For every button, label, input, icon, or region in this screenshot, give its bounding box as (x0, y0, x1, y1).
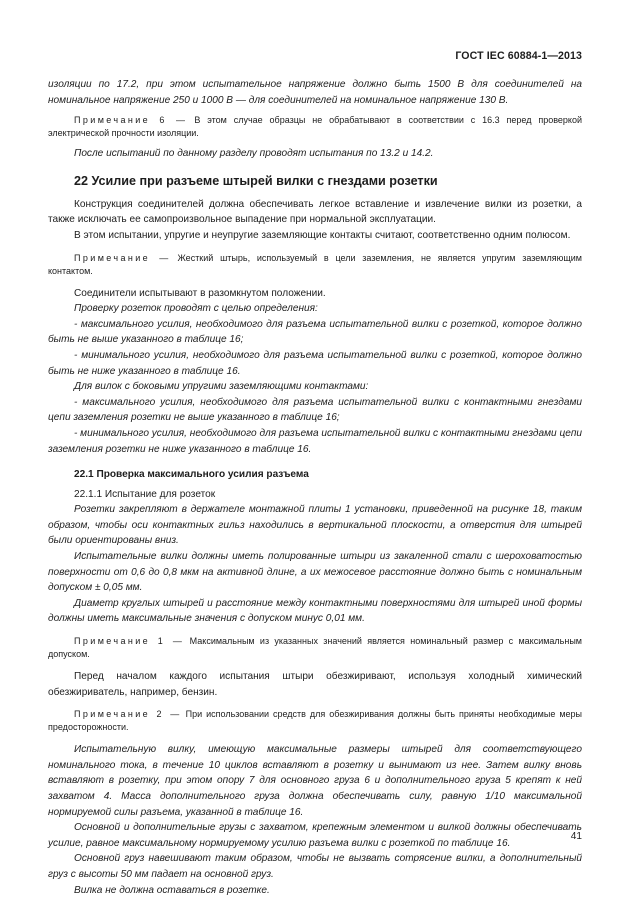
paragraph-open-position: Соединители испытывают в разомкнутом положении. (74, 287, 326, 299)
paragraph-contacts-pole: В этом испытании, упругие и неупругие заземляющие контакты считают, соответственно одним полюсом. (74, 229, 571, 241)
paragraph-plug-result: Вилка не должна оставаться в розетке. (74, 884, 270, 896)
paragraph-test-plugs: Испытательные вилки должны иметь полированные штыри из закаленной стали с шероховатостью поверхности от 0,6 до 0,8 мкм на активной длине, а их межосевое расстояние должно быть с номинальным допуском ± 0,05 мм. (48, 551, 582, 594)
paragraph-degreasing: Перед началом каждого испытания штыри обезжиривают, используя холодный химический обезжириватель, например, бензин. (48, 671, 582, 698)
note-2-text: При использовании средств для обезжиривания должны быть приняты необходимые меры предосторожности. (48, 709, 582, 733)
note-2-label: Примечание 2 — (74, 709, 182, 720)
section-22-1-heading: 22.1 Проверка максимального усилия разъема (74, 469, 309, 481)
note-6-text: В этом случае образцы не обрабатывают в соответствии с 16.3 перед проверкой электрической прочности изоляции. (48, 115, 582, 139)
list-item-min-earth-force: - минимального усилия, необходимого для разъема испытательной вилки с контактными гнездами цепи заземления розетки не ниже указанного в таблице 16. (48, 427, 582, 455)
paragraph-after-tests: После испытаний по данному разделу проводят испытания по 13.2 и 14.2. (74, 148, 434, 160)
standard-header: ГОСТ IEC 60884-1—2013 (455, 50, 582, 62)
note-rigid-pin-text: Жесткий штырь, используемый в цели заземления, не является упругим заземляющим контактом. (48, 252, 582, 276)
paragraph-pin-diameter: Диаметр круглых штырей и расстояние между контактными поверхностями для штырей иной формы должны иметь максимальные значения с допуском минус 0,01 мм. (48, 597, 582, 625)
list-item-max-force: - максимального усилия, необходимого для разъема испытательной вилки с розеткой, которое должно быть не выше указанного в таблице 16; (48, 318, 582, 346)
note-rigid-pin (48, 252, 582, 278)
note-1-label: Примечание 1 — (74, 636, 185, 647)
section-22-1-1-heading: 22.1.1 Испытание для розеток (74, 488, 216, 500)
paragraph-side-contacts: Для вилок с боковыми упругими заземляющими контактами: (74, 381, 369, 393)
paragraph-construction: Конструкция соединителей должна обеспечивать легкое вставление и извлечение вилки из розетки, а также исключать ее самопроизвольное выпадение при нормальной эксплуатации. (48, 198, 582, 226)
paragraph-insulation-test: изоляции по 17.2, при этом испытательное напряжение должно быть 1500 В для соединителей на номинальное напряжение 250 и 1000 В — для соединителей на номинальное напряжение 130 В. (48, 79, 582, 106)
note-1 (48, 635, 582, 661)
paragraph-test-procedure: Испытательную вилку, имеющую максимальные размеры штырей для соответствующего номинального тока, в течение 10 циклов вставляют в розетку и вынимают из нее. Затем вилку вновь вставляют в розетку, при этом опору 7 для основного груза 6 и дополнительного груза 5 крепят к ней захватом 4. Масса дополнительного груза должна обеспечивать силу, равную 1/10 максимальной нормируемой силы разъема, указанной в таблице 16. (48, 744, 582, 818)
note-2 (48, 708, 582, 734)
note-label: Примечание — (74, 252, 171, 263)
note-6-label: Примечание 6 — (74, 115, 188, 126)
section-22-heading: 22 Усилие при разъеме штырей вилки с гнездами розетки (74, 173, 438, 188)
list-item-max-earth-force: - максимального усилия, необходимого для разъема испытательной вилки с контактными гнездами цепи заземления розетки не выше указанного в таблице 16; (48, 396, 582, 424)
list-item-min-force: - минимального усилия, необходимого для разъема испытательной вилки с розеткой, которое должно быть не ниже указанного в таблице 16. (48, 349, 582, 377)
paragraph-socket-check: Проверку розеток проводят с целью определения: (74, 303, 318, 315)
page-content (48, 77, 582, 898)
note-1-text: Максимальным из указанных значений является номинальный размер с максимальным допуском. (48, 636, 582, 660)
page-number: 41 (570, 831, 582, 842)
paragraph-mounting: Розетки закрепляют в держателе монтажной плиты 1 установки, приведенной на рисунке 18, таким образом, чтобы оси контактных гильз находились в вертикальной плоскости, а отверстия для штырей были ориентированы вниз. (48, 504, 582, 547)
paragraph-weights: Основной и дополнительные грузы с захватом, крепежным элементом и вилкой должны обеспечивать усилие, равное максимальному нормируемому усилию разъема вилки с розеткой по таблице 16. (48, 822, 582, 849)
note-6 (48, 114, 582, 140)
paragraph-main-weight: Основной груз навешивают таким образом, чтобы не вызвать сотрясение вилки, а дополнительный груз с высоты 50 мм падает на основной груз. (48, 853, 582, 880)
